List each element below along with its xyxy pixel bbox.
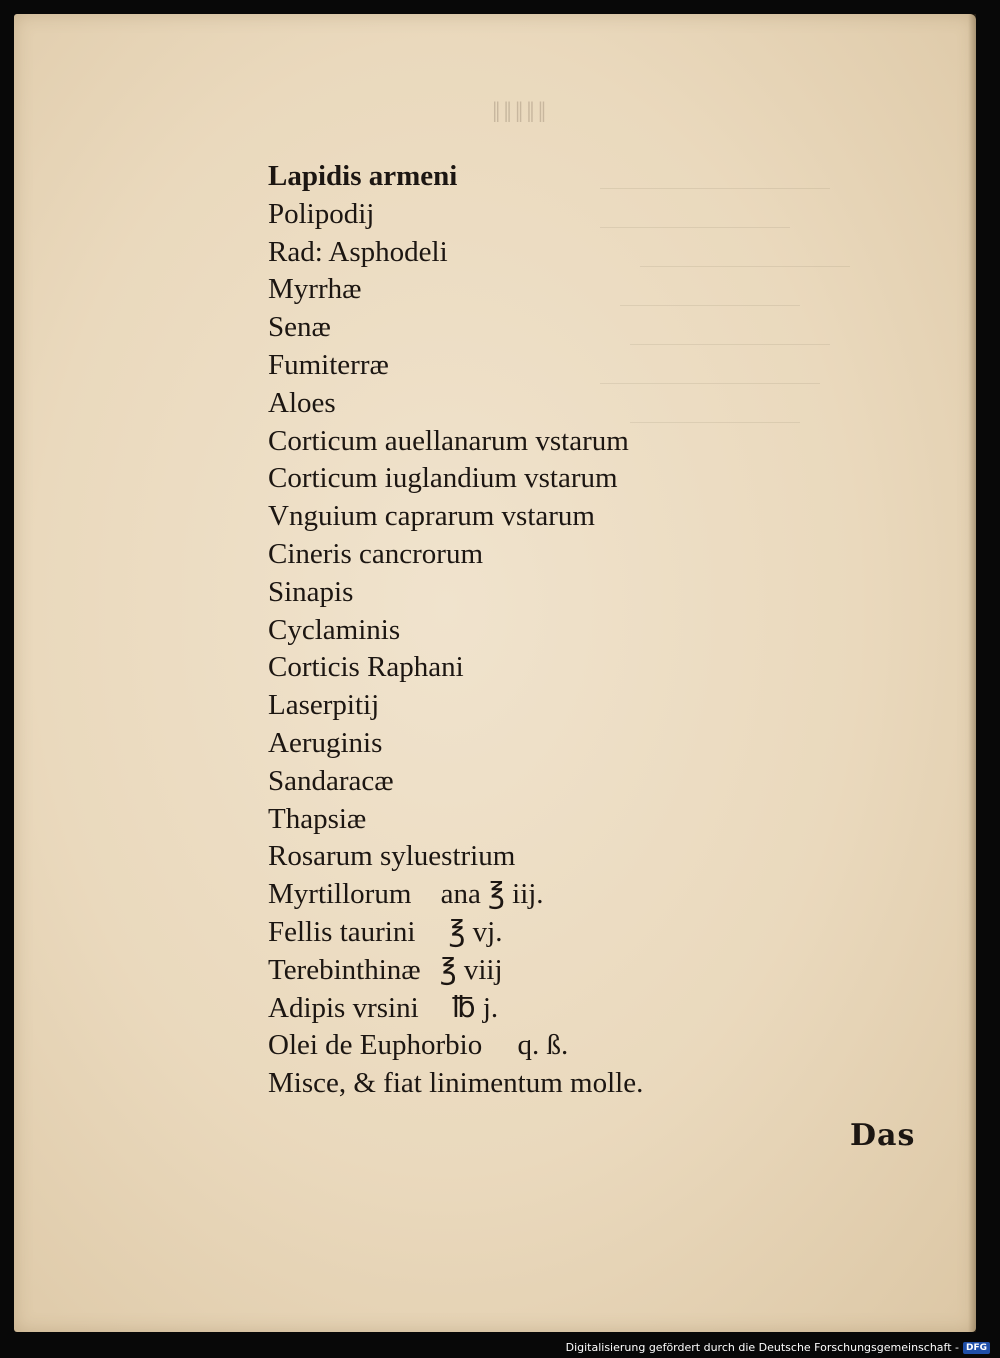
recipe-line: Aeruginis <box>268 726 383 759</box>
recipe-line-with-dose <box>268 990 643 1028</box>
recipe-line: Corticis Raphani <box>268 651 464 684</box>
recipe-line: Laserpitij <box>268 689 380 722</box>
recipe-line: Sinapis <box>268 575 354 608</box>
dose-quantity: ℥ viij <box>439 953 503 986</box>
digitization-footer <box>566 1341 990 1354</box>
recipe-line: Vnguium caprarum vstarum <box>268 500 595 533</box>
recipe-line: Corticum iuglandium vstarum <box>268 462 618 495</box>
show-through-folio: ‖‖‖‖‖ <box>492 96 550 129</box>
recipe-line: Rad: Asphodeli <box>268 235 448 268</box>
recipe-line: Senæ <box>268 311 331 344</box>
recipe-line-with-dose <box>268 952 643 990</box>
footer-credit-text: Digitalisierung gefördert durch die Deutsche Forschungsgemeinschaft - <box>565 1341 959 1354</box>
ingredient-name: Terebinthinæ <box>268 953 421 986</box>
recipe-line-with-dose <box>268 876 643 914</box>
recipe-line: Polipodij <box>268 197 375 230</box>
dose-quantity: ana ℥ iij. <box>440 878 544 911</box>
recipe-closing-line: Misce, & fiat linimentum molle. <box>268 1067 644 1100</box>
recipe-line: Lapidis armeni <box>268 160 458 192</box>
dose-quantity: q. ß. <box>517 1029 569 1062</box>
recipe-line: Cyclaminis <box>268 613 401 646</box>
recipe-line: Myrrhæ <box>268 273 362 306</box>
dose-quantity: ℔ j. <box>451 991 499 1024</box>
recipe-line: Corticum auellanarum vstarum <box>268 424 629 457</box>
recipe-line: Sandaracæ <box>268 764 394 797</box>
recipe-line: Cineris cancrorum <box>268 537 484 570</box>
dose-quantity: ℥ vj. <box>448 915 503 948</box>
recipe-line: Thapsiæ <box>268 802 367 835</box>
page-gutter-shadow <box>968 14 976 1332</box>
recipe-line: Fumiterræ <box>268 348 389 381</box>
recipe-line-with-dose <box>268 1027 643 1065</box>
catchword: Das <box>850 1118 916 1153</box>
recipe-line-with-dose <box>268 914 643 952</box>
recipe-text <box>268 158 643 1103</box>
ingredient-name: Myrtillorum <box>268 878 412 911</box>
ingredient-name: Olei de Euphorbio <box>268 1029 483 1062</box>
ingredient-name: Adipis vrsini <box>268 991 419 1024</box>
recipe-line: Rosarum syluestrium <box>268 840 516 873</box>
dfg-logo-icon: DFG <box>963 1342 990 1354</box>
show-through-text <box>600 150 920 1100</box>
recipe-line: Aloes <box>268 386 336 419</box>
ingredient-name: Fellis taurini <box>268 915 416 948</box>
